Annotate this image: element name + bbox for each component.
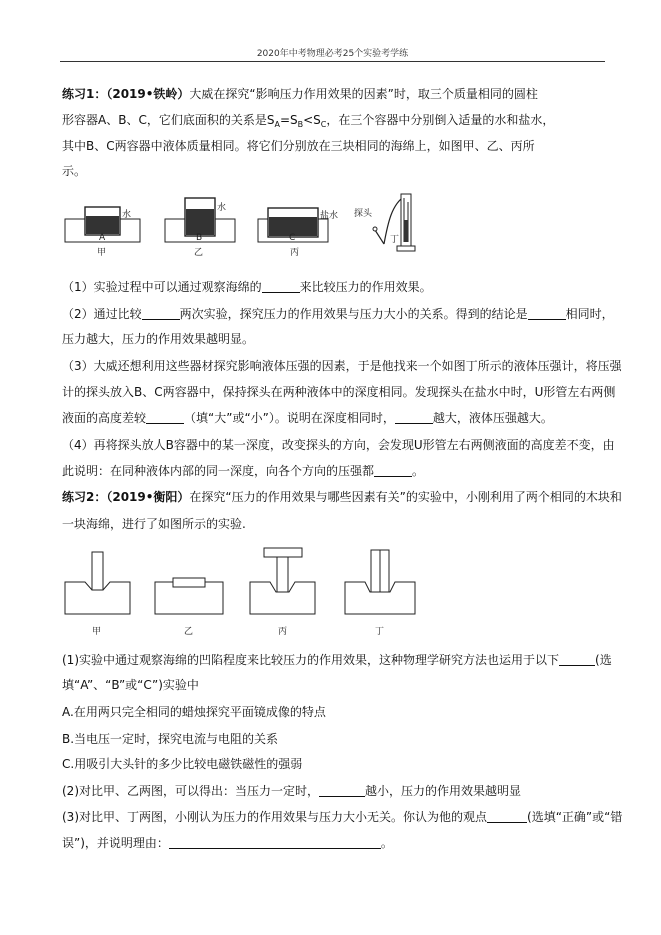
ex1-q2-line-2: 压力越大，压力的作用效果越明显。 <box>62 332 255 346</box>
ex2-q3-blank-1[interactable] <box>487 810 527 823</box>
subscript-c: C <box>320 120 327 129</box>
ex2-q3-line-1 <box>62 809 622 825</box>
label-ex2-ding: 丁 <box>375 627 385 637</box>
page-header: 2020年中考物理必考25个实验考学练 <box>256 49 409 59</box>
ex1-q3-text-e: 越大，液体压强越大。 <box>432 411 553 425</box>
ex2-option-b: B.当电压一定时，探究电流与电阻的关系 <box>62 732 279 746</box>
label-ex2-bing: 丙 <box>278 627 288 637</box>
ex1-q1-text-b: 来比较压力的作用效果。 <box>299 280 432 294</box>
ex2-intro-1: 在探究“压力的作用效果与哪些因素有关”的实验中，小刚利用了两个相同的木块和 <box>189 490 622 504</box>
label-yi: 乙 <box>194 248 204 258</box>
ex2-option-a: A.在用两只完全相同的蜡烛探究平面镜成像的特点 <box>62 705 326 719</box>
ex1-q4-line-1: （4）再将探头放人B容器中的某一深度，改变探头的方向，会发现U形管左右两侧液面的高度差不变，由 <box>62 438 615 452</box>
ex1-q3-text-c: 液面的高度差较 <box>62 411 147 425</box>
ex1-intro-2b: =S <box>279 113 298 127</box>
ex1-q2-text-a: （2）通过比较 <box>62 307 142 321</box>
ex2-q3-text-a: (3)对比甲、丁两图，小刚认为压力的作用效果与压力大小无关。你认为他的观点 <box>62 810 488 824</box>
ex2-q1-blank[interactable] <box>559 653 595 666</box>
ex1-line-2 <box>62 112 554 133</box>
label-b: B <box>196 233 203 243</box>
sponge-jia <box>65 207 140 258</box>
ex2-line-1 <box>62 489 622 505</box>
ex1-intro-2c: <S <box>303 113 321 127</box>
ex1-tag: 练习1：（2019•铁岭） <box>62 87 190 101</box>
ex2-option-c: C.用吸引大头针的多少比较电磁铁磁性的强弱 <box>62 757 303 771</box>
ex1-q3-line-2: 计的探头放入B、C两容器中，保持探头在两种液体中的深度相同。发现探头在盐水中时，U形管左右两侧 <box>62 385 616 399</box>
ex2-q1-line-2: 填“A”、“B”或“C”)实验中 <box>62 678 199 692</box>
label-ex2-yi: 乙 <box>184 627 194 637</box>
ex1-line-4: 示。 <box>62 164 87 178</box>
ex1-intro-1: 大威在探究“影响压力作用效果的因素”时，取三个质量相同的圆柱 <box>189 87 538 101</box>
ex1-line-3: 其中B、C两容器中液体质量相同。将它们分别放在三块相同的海绵上，如图甲、乙、丙所 <box>62 139 535 153</box>
ex1-q3-blank-2[interactable] <box>395 411 433 424</box>
ex1-q2-line-1 <box>62 306 614 322</box>
ex1-q3-line-3 <box>62 410 553 426</box>
ex1-intro-2d: ，在三个容器中分别倒入适量的水和盐水， <box>326 113 555 127</box>
ex2-q2-text-a: (2)对比甲、乙两图，可以得出：当压力一定时， <box>62 784 319 798</box>
ex2-q3-text-c: 误”)，并说明理由： <box>62 836 169 850</box>
subscript-b: B <box>297 120 304 129</box>
subscript-a: A <box>274 120 280 129</box>
ex2-q1-text-a: (1)实验中通过观察海绵的凹陷程度来比较压力的作用效果，这种物理学研究方法也运用于以下 <box>62 653 560 667</box>
ex2-q3-blank-2[interactable] <box>169 836 381 849</box>
header-rule <box>60 61 605 62</box>
ex1-q2-blank-2[interactable] <box>528 307 566 320</box>
ex2-line-2: 一块海绵，进行了如图所示的实验. <box>62 517 246 531</box>
label-bing: 丙 <box>290 248 300 258</box>
ex1-q3-line-1: （3）大威还想利用这些器材探究影响液体压强的因素，于是他找来一个如图丁所示的液体压强计，将压强 <box>62 359 622 373</box>
ex1-q4-line-2 <box>62 463 424 479</box>
label-ding: 丁 <box>390 235 400 245</box>
ex2-q1-text-b: (选 <box>595 653 612 667</box>
label-water-1: 水 <box>122 210 132 220</box>
ex1-q3-text-d: （填“大”或“小”）。说明在深度相同时， <box>184 411 395 425</box>
ex2-figure <box>60 542 470 642</box>
ex2-q2-blank[interactable] <box>319 784 365 797</box>
sponge-yi <box>165 198 235 258</box>
ex2-q1-line-1 <box>62 652 612 668</box>
ex2-q3-line-2 <box>62 835 393 851</box>
ex1-q3-blank-1[interactable] <box>146 411 184 424</box>
label-probe: 探头 <box>354 209 373 219</box>
sponge-bing <box>258 208 338 258</box>
ex1-intro-2a: 形容器A、B、C，它们底面积的关系是S <box>62 113 275 127</box>
sponge-block-bing <box>250 548 315 637</box>
ex1-q1-text-a: （1）实验过程中可以通过观察海绵的 <box>62 280 262 294</box>
ex2-q2 <box>62 783 521 799</box>
sponge-block-jia <box>65 552 130 637</box>
ex1-q4-blank[interactable] <box>374 464 412 477</box>
ex1-figure <box>60 192 440 262</box>
ex1-q4-text-b: 此说明：在同种液体内部的同一深度，向各个方向的压强都 <box>62 464 375 478</box>
ex1-q2-text-c: 相同时， <box>565 307 614 321</box>
label-c: C <box>289 233 296 243</box>
label-jia: 甲 <box>97 248 107 258</box>
label-water-2: 水 <box>217 203 227 213</box>
ex1-line-1 <box>62 86 538 102</box>
ex1-q4-text-c: 。 <box>412 464 425 478</box>
ex1-q2-blank-1[interactable] <box>142 307 180 320</box>
ex1-q1-blank[interactable] <box>262 280 300 293</box>
ex1-q1 <box>62 279 432 295</box>
pressure-gauge-ding <box>354 194 415 251</box>
ex2-q3-text-d: 。 <box>380 836 393 850</box>
ex2-q2-text-b: 越小，压力的作用效果越明显 <box>365 784 522 798</box>
ex1-q2-text-b: 两次实验，探究压力的作用效果与压力大小的关系。得到的结论是 <box>179 307 528 321</box>
sponge-block-yi <box>155 578 223 637</box>
ex2-tag: 练习2：（2019•衡阳） <box>62 490 190 504</box>
label-ex2-jia: 甲 <box>92 627 102 637</box>
sponge-block-ding <box>345 550 415 637</box>
label-brine: 盐水 <box>320 211 339 221</box>
label-a: A <box>99 233 106 243</box>
ex2-q3-text-b: (选填“正确”或“错 <box>527 810 623 824</box>
